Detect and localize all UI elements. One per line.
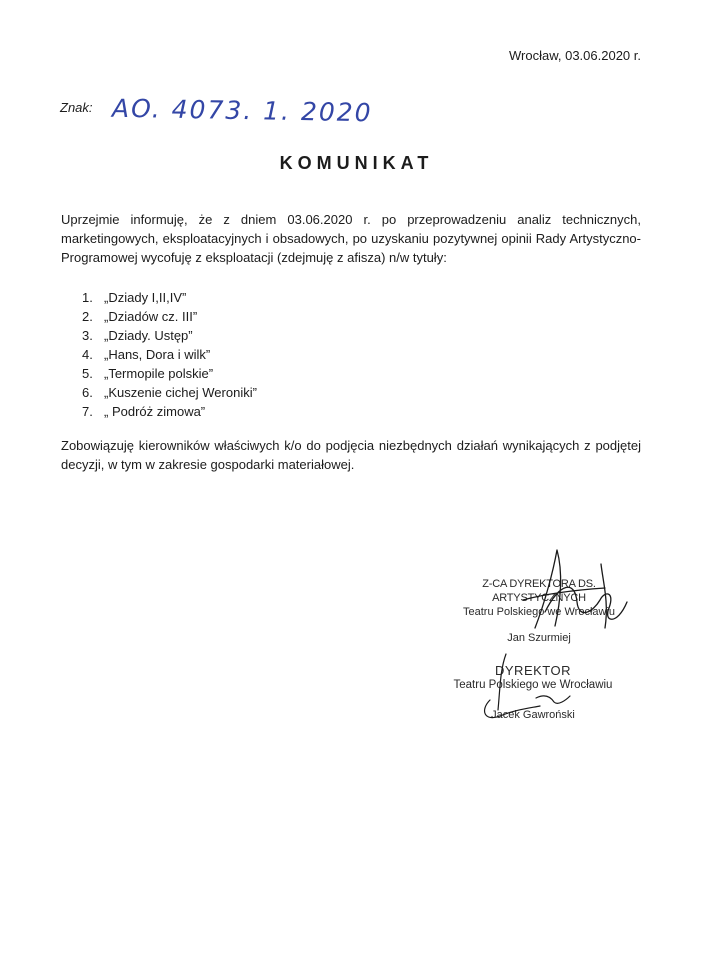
list-item (82, 326, 257, 345)
list-item-title: „Hans, Dora i wilk” (104, 347, 211, 362)
stamp-name: Jacek Gawroński (491, 709, 575, 721)
list-item (82, 345, 257, 364)
list-item-title: „ Podróż zimowa” (104, 404, 206, 419)
list-item-number: 4. (82, 347, 93, 362)
reference-number-handwritten: AO. 4073. 1. 2020 (111, 93, 373, 128)
stamp-role: DYREKTOR (495, 663, 571, 678)
list-item-title: „Dziady. Ustęp” (104, 328, 193, 343)
withdrawn-titles-list (82, 288, 257, 421)
list-item-title: „Dziadów cz. III” (104, 309, 198, 324)
list-item (82, 402, 257, 421)
list-item (82, 383, 257, 402)
director-signature (470, 650, 590, 720)
document-title: KOMUNIKAT (279, 153, 434, 173)
list-item-number: 2. (82, 309, 93, 324)
list-item-number: 3. (82, 328, 93, 343)
stamp-institution: Teatru Polskiego we Wrocławiu (453, 679, 613, 691)
list-item (82, 364, 257, 383)
list-item-number: 7. (82, 404, 93, 419)
list-item (82, 288, 257, 307)
list-item (82, 307, 257, 326)
list-item-number: 1. (82, 290, 93, 305)
list-item-title: „Dziady I,II,IV” (104, 290, 187, 305)
list-item-title: „Kuszenie cichej Weroniki” (104, 385, 257, 400)
closing-paragraph: Zobowiązuję kierowników właściwych k/o do podjęcia niezbędnych działań wynikających z podjętej decyzji, w tym w zakresie gospodarki materiałowej. (61, 438, 641, 472)
stamp-institution: Teatru Polskiego we Wrocławiu (462, 606, 616, 618)
stamp-name: Jan Szurmiej (507, 632, 571, 644)
stamp-role: Z-CA DYREKTORA DS. ARTYSTYCZNYCH (482, 578, 596, 604)
deputy-director-signature (505, 542, 635, 632)
reference-label: Znak: (60, 100, 93, 115)
document-date: Wrocław, 03.06.2020 r. (508, 48, 641, 63)
list-item-number: 6. (82, 385, 93, 400)
list-item-number: 5. (82, 366, 93, 381)
list-item-title: „Termopile polskie” (104, 366, 214, 381)
intro-paragraph: Uprzejmie informuję, że z dniem 03.06.2020 r. po przeprowadzeniu analiz technicznych, marketingowych, eksploatacyjnych i obsadowych, po uzyskaniu pozytywnej opinii Rady Artystyczno-Programowej wycofuję z eksploatacji (zdejmuję z afisza) n/w tytuły: (61, 212, 641, 265)
